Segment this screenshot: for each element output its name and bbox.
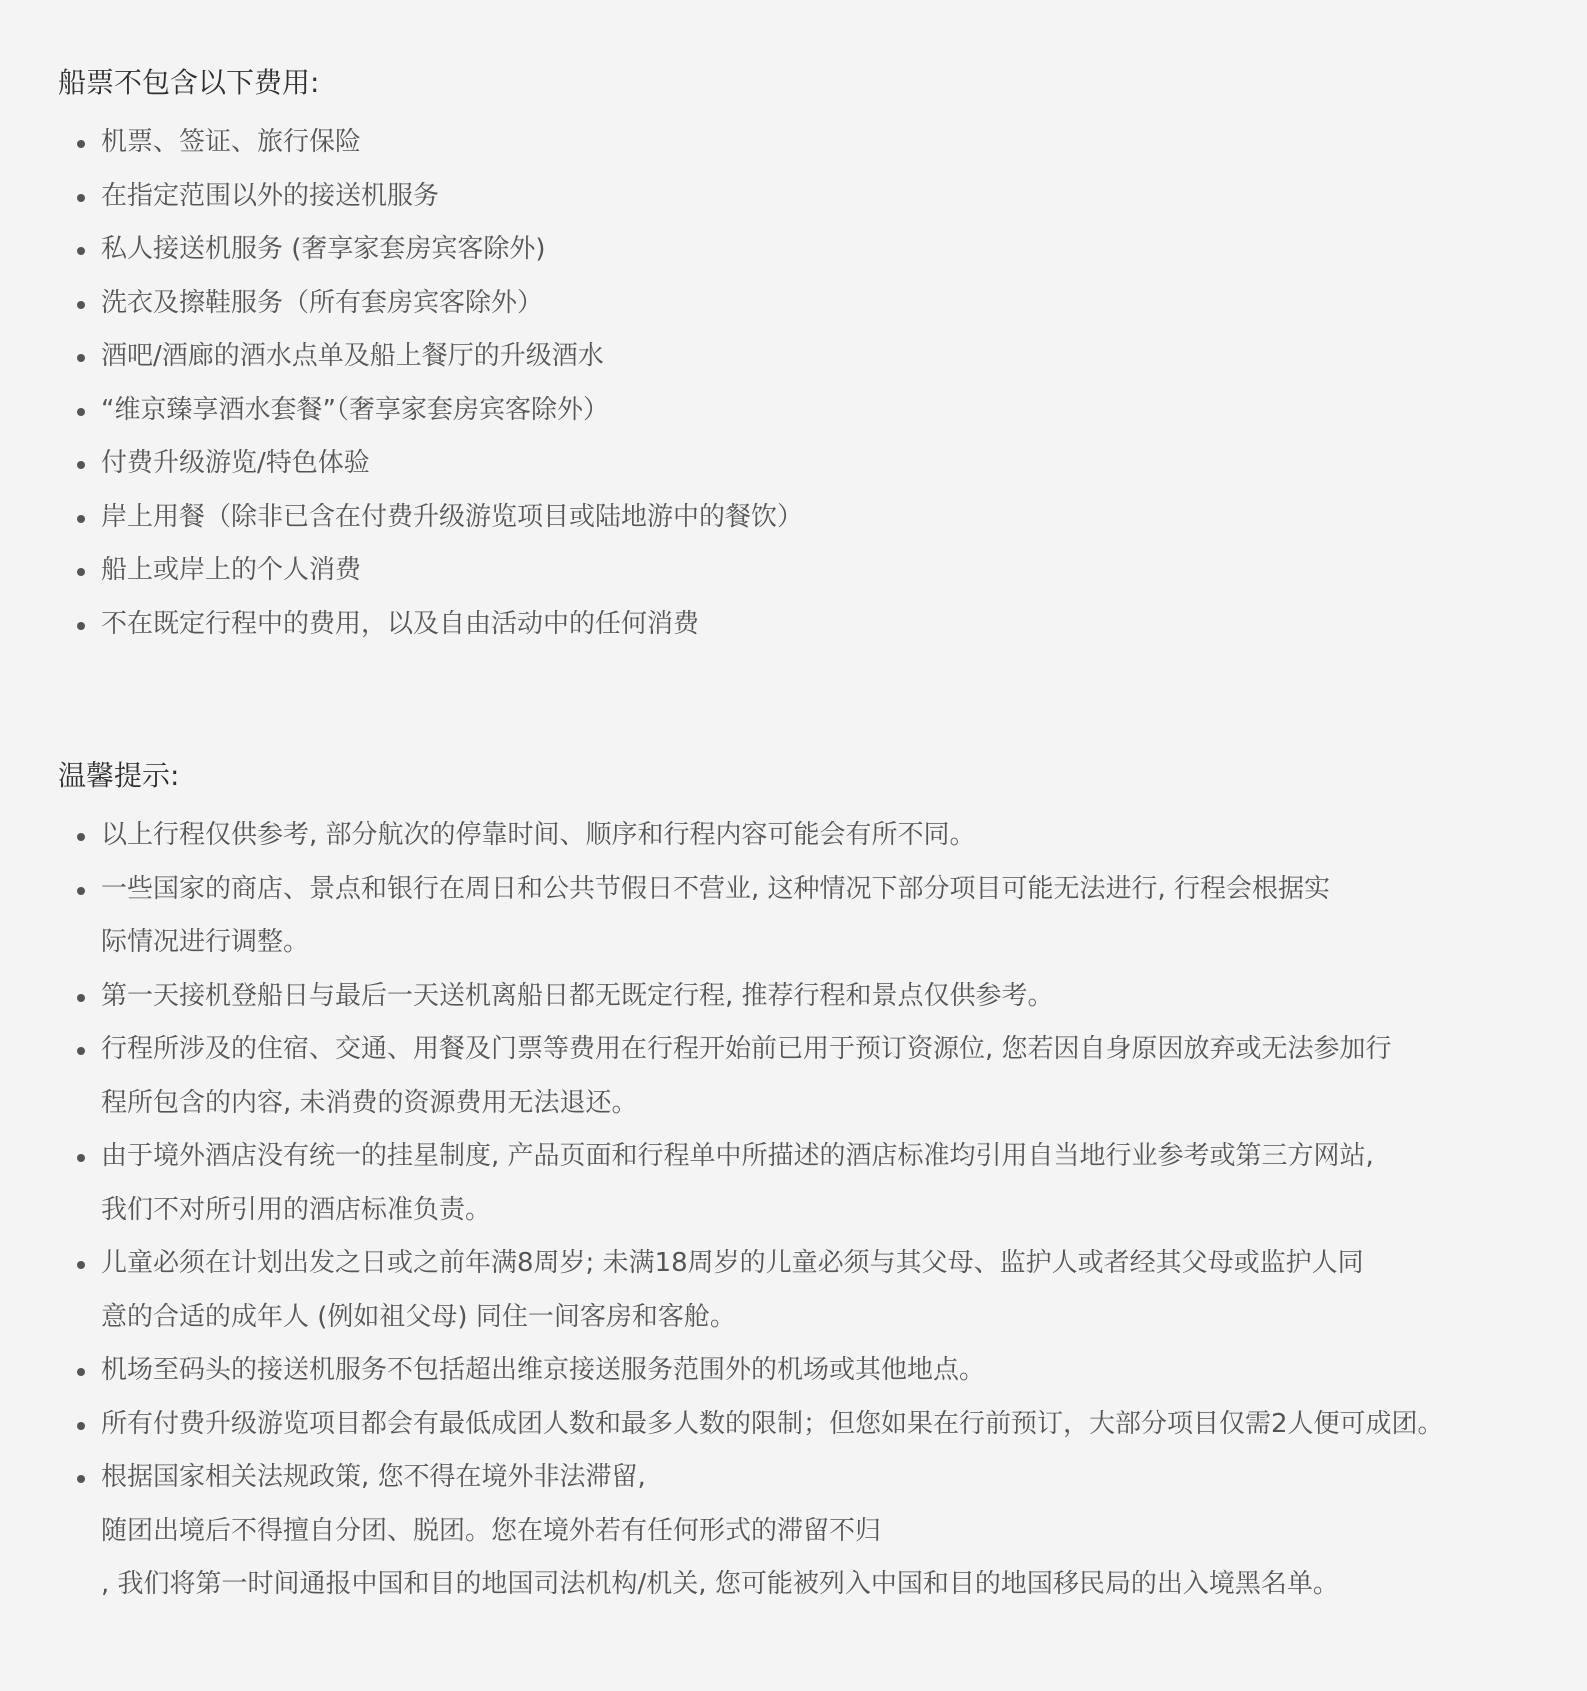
list-item-text: “维京臻享酒水套餐”（奢享家套房宾客除外）: [101, 394, 609, 425]
list-item: [101, 1237, 1557, 1344]
list-item: [101, 1451, 1557, 1612]
list-item: [101, 598, 1557, 652]
list-item-text: 付费升级游览/特色体验: [101, 448, 370, 478]
list-item-text: 洗衣及擦鞋服务（所有套房宾客除外）: [101, 287, 544, 318]
bullet-icon: [77, 301, 85, 309]
list-item-text: 私人接送机服务 (奢享家套房宾客除外): [101, 234, 546, 264]
bullet-icon: [77, 994, 85, 1002]
excluded-fees-title: 船票不包含以下费用:: [58, 66, 320, 99]
tips-title: 温馨提示:: [58, 759, 180, 792]
list-item-text: 以上行程仅供参考, 部分航次的停靠时间、顺序和行程内容可能会有所不同。: [101, 820, 976, 850]
list-item: [101, 330, 1557, 384]
list-item-text: , 我们将第一时间通报中国和目的地国司法机构/机关, 您可能被列入中国和目的地国移民局的出入境黑名单。: [101, 1569, 1339, 1599]
list-item: [101, 223, 1557, 277]
list-item: [101, 491, 1557, 545]
list-item-text: 我们不对所引用的酒店标准负责。: [101, 1194, 492, 1225]
list-item-text: 机场至码头的接送机服务不包括超出维京接送服务范围外的机场或其他地点。: [101, 1355, 986, 1385]
bullet-icon: [77, 461, 85, 469]
list-item-text: 一些国家的商店、景点和银行在周日和公共节假日不营业, 这种情况下部分项目可能无法进行, 行程会根据实: [101, 873, 1331, 904]
list-item: [101, 437, 1557, 491]
list-item: [101, 809, 1557, 863]
list-item: [101, 1130, 1557, 1237]
list-item: [101, 970, 1557, 1024]
list-item-text: 根据国家相关法规政策, 您不得在境外非法滞留,: [101, 1462, 646, 1492]
list-item-text: 儿童必须在计划出发之日或之前年满8周岁; 未满18周岁的儿童必须与其父母、监护人或者经其父母或监护人同: [101, 1248, 1364, 1278]
tips-section: [0, 757, 1587, 1612]
list-item: [101, 277, 1557, 331]
list-item: [101, 384, 1557, 438]
excluded-fees-section: [0, 64, 1587, 651]
bullet-icon: [77, 1368, 85, 1376]
list-item-text: 船上或岸上的个人消费: [101, 555, 362, 585]
bullet-icon: [77, 408, 85, 416]
bullet-icon: [77, 887, 85, 895]
bullet-icon: [77, 833, 85, 841]
bullet-icon: [77, 247, 85, 255]
list-item: [101, 1023, 1557, 1130]
list-item-text: 酒吧/酒廊的酒水点单及船上餐厅的升级酒水: [101, 341, 604, 371]
list-item-text: 第一天接机登船日与最后一天送机离船日都无既定行程, 推荐行程和景点仅供参考。: [101, 980, 1054, 1011]
list-item-text: 所有付费升级游览项目都会有最低成团人数和最多人数的限制；但您如果在行前预订，大部分项目仅需2人便可成团。: [101, 1408, 1444, 1439]
list-item: [101, 170, 1557, 224]
bullet-icon: [77, 1422, 85, 1430]
list-item: [101, 544, 1557, 598]
bullet-icon: [77, 1047, 85, 1055]
bullet-icon: [77, 1475, 85, 1483]
bullet-icon: [77, 515, 85, 523]
bullet-icon: [77, 568, 85, 576]
list-item-text: 机票、签证、旅行保险: [101, 127, 362, 157]
list-item: [101, 116, 1557, 170]
list-item-text: 意的合适的成年人 (例如祖父母) 同住一间客房和客舱。: [101, 1301, 736, 1332]
bullet-icon: [77, 194, 85, 202]
list-item: [101, 1398, 1557, 1452]
list-item: [101, 1344, 1557, 1398]
list-item-text: 由于境外酒店没有统一的挂星制度, 产品页面和行程单中所描述的酒店标准均引用自当地行业参考或第三方网站,: [101, 1141, 1374, 1171]
bullet-icon: [77, 1261, 85, 1269]
bullet-icon: [77, 622, 85, 630]
list-item-text: 随团出境后不得擅自分团、脱团。您在境外若有任何形式的滞留不归: [101, 1515, 882, 1546]
list-item-text: 岸上用餐（除非已含在付费升级游览项目或陆地游中的餐饮）: [101, 501, 804, 532]
list-item-text: 程所包含的内容, 未消费的资源费用无法退还。: [101, 1087, 638, 1118]
bullet-icon: [77, 1154, 85, 1162]
list-item-text: 行程所涉及的住宿、交通、用餐及门票等费用在行程开始前已用于预订资源位, 您若因自身原因放弃或无法参加行: [101, 1034, 1392, 1064]
bullet-icon: [77, 140, 85, 148]
tips-list: [58, 809, 1557, 1612]
excluded-fees-list: [58, 116, 1557, 651]
list-item-text: 在指定范围以外的接送机服务: [101, 180, 440, 211]
list-item: [101, 863, 1557, 970]
list-item-text: 不在既定行程中的费用，以及自由活动中的任何消费: [101, 608, 700, 639]
bullet-icon: [77, 354, 85, 362]
list-item-text: 际情况进行调整。: [101, 927, 310, 957]
